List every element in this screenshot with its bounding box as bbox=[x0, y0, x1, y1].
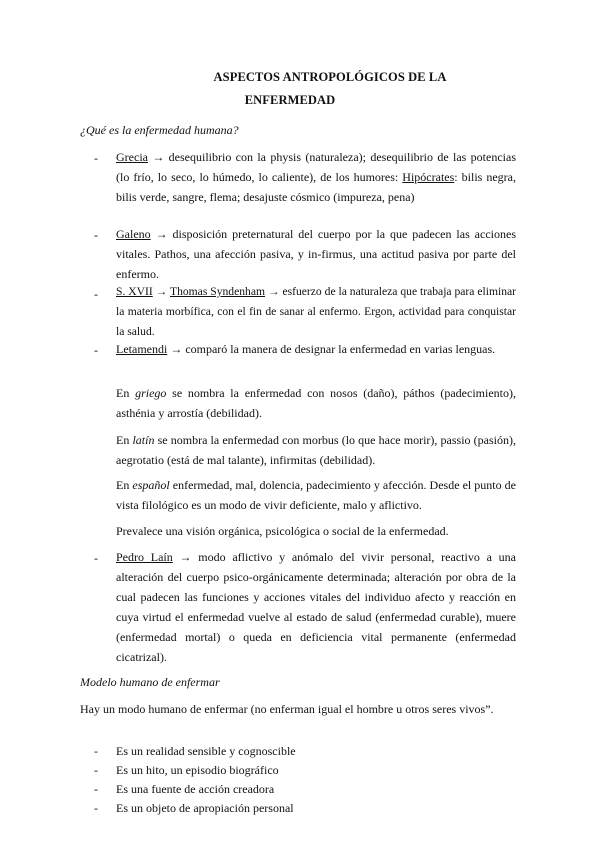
item-text: : bilis negra, bilis verde, sangre, flema; desajuste cósmico (impureza, pena) bbox=[116, 170, 517, 204]
paragraph-prevalece: Prevalece una visión orgánica, psicológica o social de la enfermedad. bbox=[116, 524, 449, 538]
term-thomas-syndenham: Thomas Syndenham bbox=[169, 285, 266, 298]
section-heading-que-es: ¿Qué es la enfermedad humana? bbox=[80, 123, 239, 137]
list-dash: - bbox=[94, 343, 98, 357]
item-text: → desequilibrio con la physis (naturaleza); desequilibrio de las potencias (lo frío, lo seco, lo húmedo, lo caliente), de los humores: bbox=[116, 150, 516, 184]
term-galeno: Galeno bbox=[116, 227, 151, 241]
term-hipocrates: Hipócrates bbox=[402, 170, 455, 184]
list-item-pedro-lain bbox=[116, 547, 516, 667]
list-dash: - bbox=[94, 744, 98, 758]
list-item-s-xvii bbox=[116, 282, 516, 342]
lang-espanol: español bbox=[132, 478, 170, 492]
para-text: En bbox=[116, 386, 136, 400]
lang-latin: latín bbox=[132, 433, 155, 447]
list-item-text: Es un realidad sensible y cognoscible bbox=[116, 744, 296, 758]
list-item-grecia bbox=[116, 147, 516, 207]
para-text: En bbox=[116, 433, 133, 447]
list-dash: - bbox=[94, 228, 98, 242]
paragraph-griego bbox=[116, 383, 516, 423]
paragraph-intro-modelo: Hay un modo humano de enfermar (no enferman igual el hombre u otros seres vivos”. bbox=[80, 702, 494, 716]
document-title-line-2: ENFERMEDAD bbox=[244, 93, 336, 107]
list-item-letamendi bbox=[116, 339, 516, 359]
list-dash: - bbox=[94, 287, 98, 301]
list-item-text: Es una fuente de acción creadora bbox=[116, 782, 275, 796]
list-dash: - bbox=[94, 782, 98, 796]
item-text: → modo aflictivo y anómalo del vivir personal, reactivo a una alteración del cuerpo psico-orgánicamente determinada; alteración por obra de la cual padecen las funciones y acciones vitales del individuo afecto y reacción en cuya virtud el enfermedad vuelve al estado de salud (enfermedad curable), muere (enfermedad mortal) o queda en deficiencia vital permanente (enfermedad cicatrizal). bbox=[116, 550, 516, 664]
lang-griego: griego bbox=[135, 386, 167, 400]
item-text: → disposición preternatural del cuerpo por la que padecen las acciones vitales. Pathos, una afección pasiva, y in-firmus, una actitud pasiva por parte del enfermo. bbox=[116, 227, 516, 281]
list-dash: - bbox=[94, 801, 98, 815]
document-title-line-1: ASPECTOS ANTROPOLÓGICOS DE LA bbox=[213, 70, 447, 84]
term-pedro-lain: Pedro Laín bbox=[116, 550, 173, 564]
term-letamendi: Letamendi bbox=[116, 342, 168, 356]
list-dash: - bbox=[94, 151, 98, 165]
para-text: se nombra la enfermedad con nosos (daño), páthos (padecimiento), asthénia y arrostía (debilidad). bbox=[116, 386, 516, 420]
item-text: → esfuerzo de la naturaleza que trabaja para eliminar la materia morbífica, con el fin de sanar al enfermo. Ergon, actividad para conquistar la salud. bbox=[116, 285, 516, 338]
arrow-text: → bbox=[152, 285, 170, 298]
para-text: se nombra la enfermedad con morbus (lo que hace morir), passio (pasión), aegrotatio (está de mal talante), infirmitas (debilidad). bbox=[116, 433, 516, 467]
paragraph-latin bbox=[116, 430, 516, 470]
term-grecia: Grecia bbox=[116, 150, 148, 164]
para-text: En bbox=[116, 478, 133, 492]
term-s-xvii: S. XVII bbox=[116, 285, 153, 298]
paragraph-espanol bbox=[116, 475, 516, 515]
item-text: → comparó la manera de designar la enfermedad en varias lenguas. bbox=[167, 342, 496, 356]
para-text: enfermedad, mal, dolencia, padecimiento y afección. Desde el punto de vista filológico es un modo de vivir deficiente, malo y aflictivo. bbox=[116, 478, 516, 512]
section-heading-modelo: Modelo humano de enfermar bbox=[80, 675, 220, 689]
list-item-text: Es un objeto de apropiación personal bbox=[116, 801, 294, 815]
list-dash: - bbox=[94, 763, 98, 777]
list-dash: - bbox=[94, 551, 98, 565]
list-item-galeno bbox=[116, 224, 516, 284]
list-item-text: Es un hito, un episodio biográfico bbox=[116, 763, 279, 777]
